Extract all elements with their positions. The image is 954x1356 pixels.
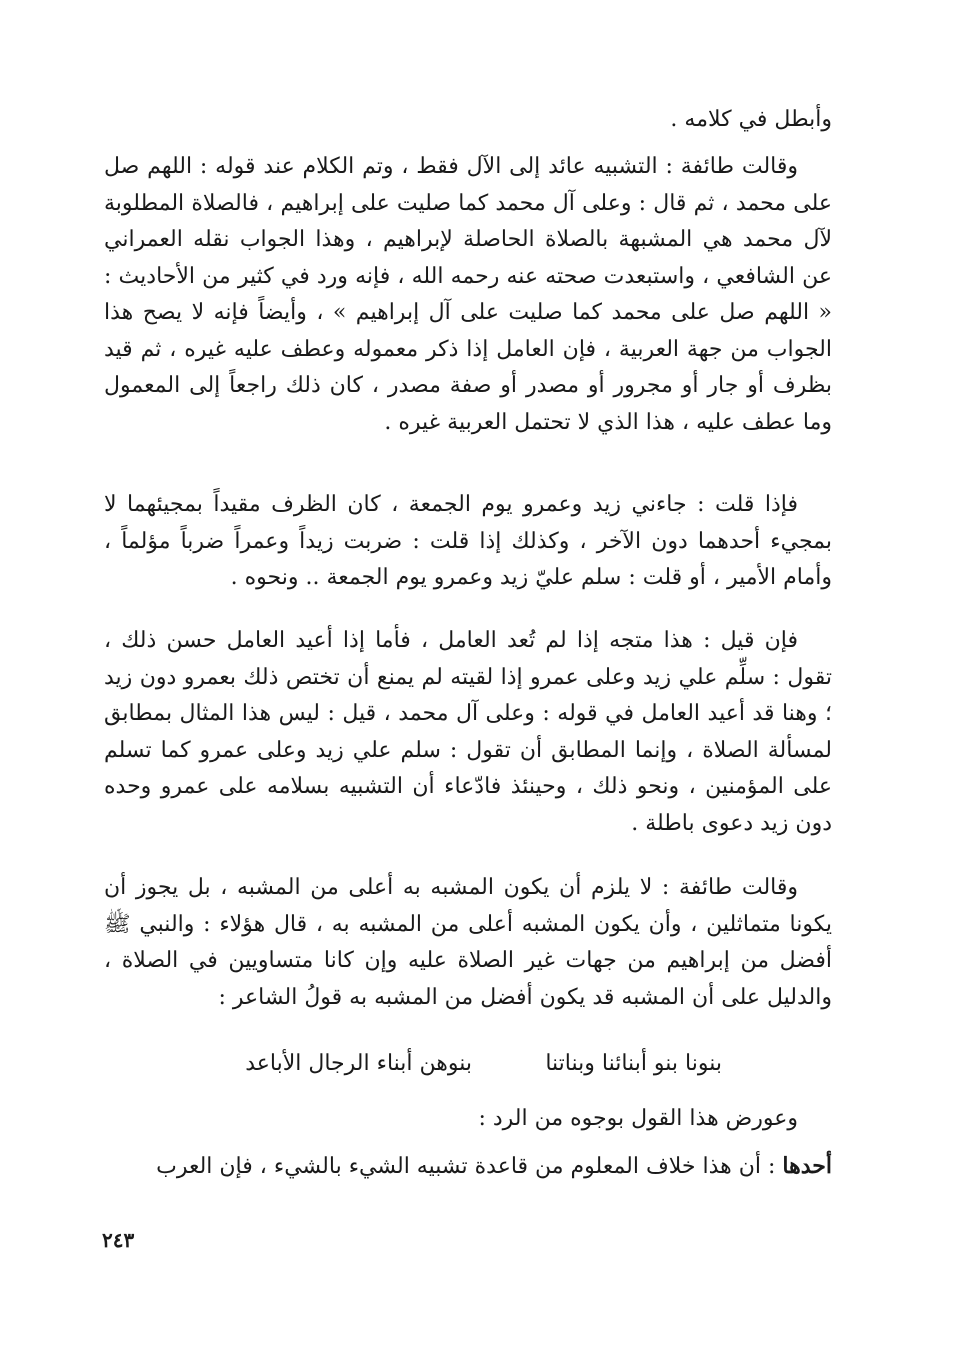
paragraph-text: فإن قيل : هذا متجه إذا لم تُعد العامل ، فأما إذا أعيد العامل حسن ذلك ، تقول : سلِّم علي زيد وعلى عمرو إذا لقيته لم يمنع أن تختص ذلك بعمرو دون زيد ؛ وهنا قد أعيد العامل في قوله : وعلى آل محمد ، قيل : ليس هذا المثال بمطابق لمسألة الصلاة ، وإنما المطابق أن تقول : سلم علي زيد وعلى عمرو كما تسلم على المؤمنين ، ونحو ذلك ، وحينئذ فادّعاء أن التشبيه بسلامه على عمرو وحده دون زيد دعوى باطلة . (104, 628, 832, 836)
paragraph-second-opinion (104, 870, 832, 1016)
verse-first-hemistich: بنونا بنو أبنائنا وبناتنا (545, 1051, 722, 1076)
paragraph-first-rebuttal (104, 1148, 832, 1186)
poetry-verse (104, 1046, 832, 1082)
paragraph-rebuttal-intro (104, 1101, 832, 1138)
paragraph-text: فإذا قلت : جاءني زيد وعمرو يوم الجمعة ، كان الظرف مقيداً بمجيئهما لا بمجيء أحدهما دون الآخر ، وكذلك إذا قلت : ضربت زيداً وعمراً ضرباً مؤلماً ، وأمام الأمير ، أو قلت : سلم عليّ زيد وعمرو يوم الجمعة .. ونحوه . (104, 492, 832, 590)
paragraph-continuation (104, 102, 832, 139)
paragraph-text: وعورض هذا القول بوجوه من الرد : (478, 1106, 798, 1131)
paragraph-text: وقالت طائفة : التشبيه عائد إلى الآل فقط ، وتم الكلام عند قوله : اللهم صل على محمد ، ثم قال : وعلى آل محمد كما صليت على إبراهيم ، فالصلاة المطلوبة لآل محمد هي المشبهة بالصلاة الحاصلة لإبراهيم ، وهذا الجواب نقله العمراني عن الشافعي ، واستبعدت صحته عنه رحمه الله ، فإنه ورد في كثير من الأحاديث : « اللهم صل على محمد كما صليت على آل إبراهيم » ، وأيضاً فإنه لا يصح هذا الجواب من جهة العربية ، فإن العامل إذا ذكر معموله وعطف عليه غيره ، ثم قيد بظرف أو جار أو مجرور أو مصدر أو صفة مصدر ، كان ذلك راجعاً إلى المعمول وما عطف عليه ، هذا الذي لا تحتمل العربية غيره . (104, 154, 832, 435)
paragraph-text: وقالت طائفة : لا يلزم أن يكون المشبه به أعلى من المشبه ، بل يجوز أن يكونا متماثلين ، وأن يكون المشبه أعلى من المشبه به ، قال هؤلاء : والنبي ﷺ أفضل من إبراهيم من جهات غير الصلاة عليه وإن كانا متساويين في الصلاة ، والدليل على أن المشبه قد يكون أفضل من المشبه به قولُ الشاعر : (104, 875, 832, 1010)
paragraph-objection (104, 623, 832, 842)
paragraph-tashbih-aal (104, 149, 832, 441)
verse-second-hemistich: بنوهن أبناء الرجال الأباعد (245, 1051, 472, 1076)
paragraph-text (104, 1148, 832, 1186)
paragraph-lead-word: أحدها (782, 1153, 832, 1179)
paragraph-rest: : أن هذا خلاف المعلوم من قاعدة تشبيه الشيء بالشيء ، فإن العرب (156, 1154, 783, 1179)
paragraph-example (104, 487, 832, 597)
paragraph-text: وأبطل في كلامه . (670, 107, 832, 132)
page-number: ٢٤٣ (102, 1228, 135, 1252)
